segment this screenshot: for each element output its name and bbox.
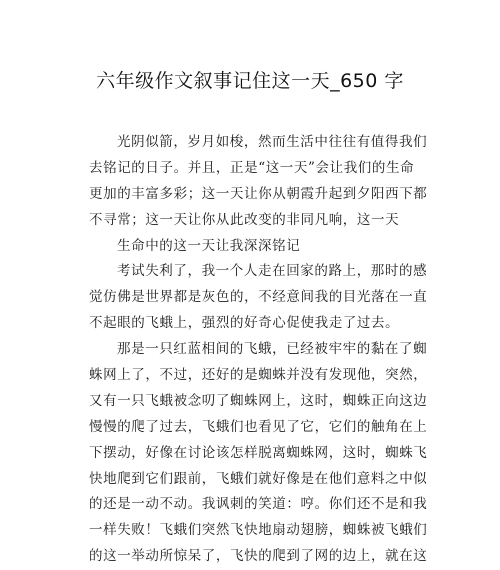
paragraph-line: 那是一只红蓝相间的飞蛾，已经被牢牢的黏在了蜘: [117, 341, 428, 358]
paragraph-line: 光阴似箭，岁月如梭，然而生活中往往有值得我们: [117, 134, 428, 150]
section-heading: 生命中的这一天让我深深铭记: [117, 237, 301, 254]
paragraph-line: 快地爬到它们跟前，飞蛾们就好像是在他们意料之中似: [89, 470, 428, 487]
paragraph-line: 一样失败！飞蛾们突然飞快地扇动翅膀，蜘蛛被飞蛾们: [89, 522, 428, 539]
paragraph-line: 下摆动，好像在讨论该怎样脱离蜘蛛网，这时，蜘蛛飞: [89, 444, 428, 461]
paragraph-line: 又有一只飞蛾被念叨了蜘蛛网上，这时，蜘蛛正向这边: [89, 392, 428, 409]
paragraph-line: 的还是一动不动。我讽刺的笑道：哼。你们还不是和我: [89, 496, 428, 513]
paragraph-line: 不起眼的飞蛾上，强烈的好奇心促使我走了过去。: [89, 315, 400, 332]
paragraph-line: 不寻常；这一天让你从此改变的非同凡响，这一天: [89, 211, 400, 228]
paragraph-line: 考试失利了，我一个人走在回家的路上，那时的感: [117, 263, 428, 280]
paragraph-line: 慢慢的爬了过去，飞蛾们也看见了它，它们的触角在上: [89, 418, 428, 435]
paragraph-line: 觉仿佛是世界都是灰色的，不经意间我的目光落在一直: [89, 289, 428, 306]
paragraph-line: 蛛网上了，不过，还好的是蜘蛛并没有发现他，突然，: [89, 367, 428, 384]
paragraph-line: 的这一举动所惊呆了，飞快的爬到了网的边上，就在这: [89, 548, 428, 565]
document-title: 六年级作文叙事记住这一天_650 字: [96, 70, 404, 92]
paragraph-line: 更加的丰富多彩；这一天让你从朝霞升起到夕阳西下都: [89, 185, 428, 202]
document-body: [89, 130, 428, 570]
paragraph-line: 去铭记的日子。并且，正是“这一天”会让我们的生命: [89, 159, 415, 176]
